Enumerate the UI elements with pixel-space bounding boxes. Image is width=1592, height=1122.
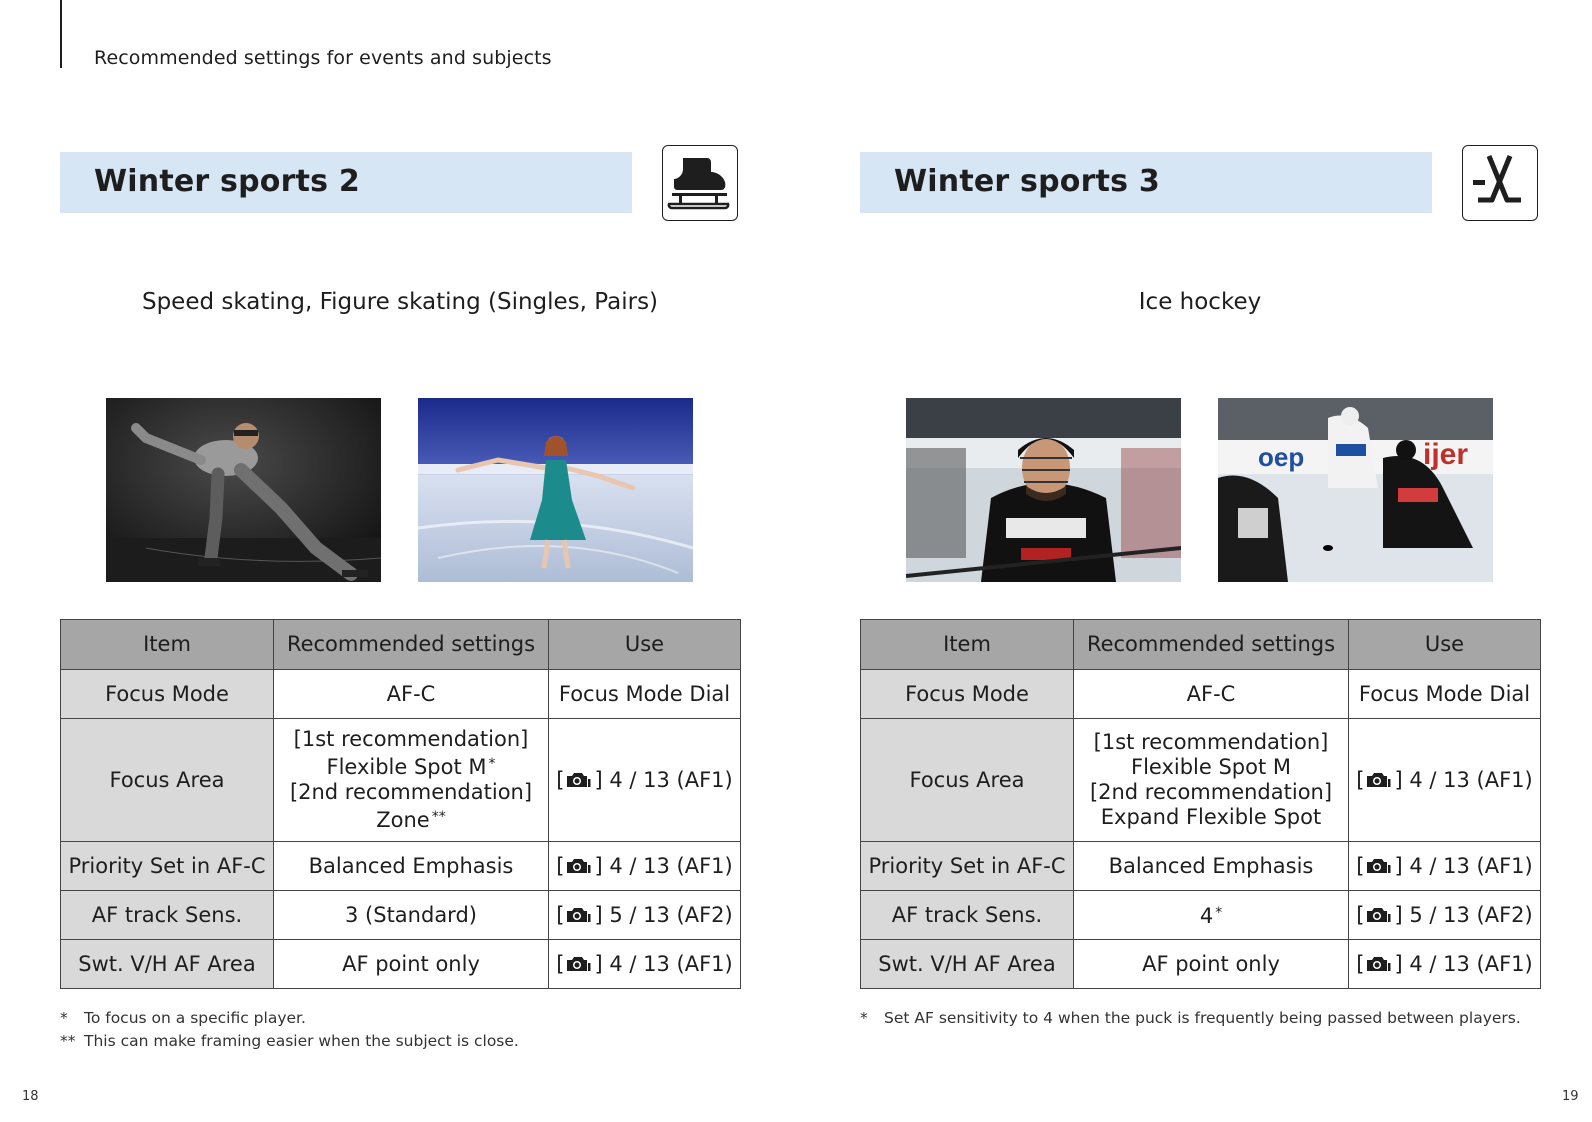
row-use: Focus Mode Dial	[1349, 670, 1541, 719]
camera-menu-icon	[1364, 954, 1394, 974]
row-use: [ ] 4 / 13 (AF1)	[1349, 719, 1541, 842]
table-row	[861, 719, 1541, 842]
table-row	[861, 940, 1541, 989]
section-title-bar	[60, 152, 632, 213]
row-use: [ ] 4 / 13 (AF1)	[1349, 842, 1541, 891]
table-row	[861, 842, 1541, 891]
row-use: Focus Mode Dial	[549, 670, 741, 719]
footnote: * Set AF sensitivity to 4 when the puck is frequently being passed between players.	[860, 1009, 1521, 1027]
setting-line: [1st recommendation]	[1093, 730, 1329, 754]
hockey-game-photo	[1218, 398, 1493, 582]
row-item: Focus Mode	[61, 670, 274, 719]
setting-line: Flexible Spot M *	[326, 755, 496, 779]
row-item: Priority Set in AF-C	[861, 842, 1074, 891]
table-row	[861, 670, 1541, 719]
table-header: Recommended settings	[1074, 620, 1349, 670]
section-title: Winter sports 2	[94, 164, 360, 199]
row-item: Focus Area	[861, 719, 1074, 842]
setting-line: Zone **	[376, 808, 446, 832]
table-header: Item	[861, 620, 1074, 670]
page-number: 18	[22, 1089, 39, 1104]
table-row	[61, 670, 741, 719]
row-setting: AF-C	[1074, 670, 1349, 719]
camera-menu-icon	[1364, 856, 1394, 876]
svg-text:oep: oep	[1258, 442, 1305, 472]
footnote-mark: *	[488, 756, 496, 772]
ice-skate-icon	[662, 145, 738, 221]
camera-menu-icon	[1364, 905, 1394, 925]
figure-skater-photo	[418, 398, 693, 582]
row-use: [ ] 5 / 13 (AF2)	[549, 891, 741, 940]
row-item: Focus Mode	[861, 670, 1074, 719]
table-header: Use	[549, 620, 741, 670]
footnote-mark: *	[1215, 905, 1223, 921]
footnotes	[60, 1007, 519, 1053]
row-setting	[274, 719, 549, 842]
hockey-player-photo	[906, 398, 1181, 582]
footnote: ** This can make framing easier when the subject is close.	[60, 1032, 519, 1050]
table-header-row	[61, 620, 741, 670]
row-setting: AF point only	[1074, 940, 1349, 989]
table-row	[61, 891, 741, 940]
footnote-mark: **	[431, 809, 446, 825]
page-winter-sports-2	[60, 0, 740, 1122]
row-setting: AF point only	[274, 940, 549, 989]
row-item: Priority Set in AF-C	[61, 842, 274, 891]
section-title: Winter sports 3	[894, 164, 1160, 199]
settings-table	[860, 619, 1541, 989]
row-use: [ ] 4 / 13 (AF1)	[549, 842, 741, 891]
row-setting: Balanced Emphasis	[1074, 842, 1349, 891]
hockey-sticks-icon	[1462, 145, 1538, 221]
section-subtitle: Speed skating, Figure skating (Singles, Pairs)	[141, 289, 659, 315]
row-item: Swt. V/H AF Area	[61, 940, 274, 989]
table-row	[61, 940, 741, 989]
setting-line: Flexible Spot M	[1130, 755, 1292, 779]
row-item: AF track Sens.	[61, 891, 274, 940]
row-setting	[1074, 719, 1349, 842]
footnote: * To focus on a specific player.	[60, 1009, 306, 1027]
setting-line: [2nd recommendation]	[289, 780, 533, 804]
page-number: 19	[1562, 1089, 1579, 1104]
table-row	[61, 719, 741, 842]
page-winter-sports-3	[860, 0, 1540, 1122]
header-title: Recommended settings for events and subjects	[94, 47, 552, 69]
row-setting: 4 *	[1074, 891, 1349, 940]
table-header: Use	[1349, 620, 1541, 670]
row-setting: Balanced Emphasis	[274, 842, 549, 891]
table-header: Recommended settings	[274, 620, 549, 670]
section-subtitle: Ice hockey	[1138, 289, 1262, 315]
camera-menu-icon	[564, 954, 594, 974]
table-row	[61, 842, 741, 891]
svg-text:ijer: ijer	[1423, 438, 1469, 471]
camera-menu-icon	[564, 856, 594, 876]
setting-line: [1st recommendation]	[293, 727, 529, 751]
table-header-row	[861, 620, 1541, 670]
settings-table	[60, 619, 741, 989]
row-setting: 3 (Standard)	[274, 891, 549, 940]
camera-menu-icon	[564, 905, 594, 925]
section-title-bar	[860, 152, 1432, 213]
row-item: Swt. V/H AF Area	[861, 940, 1074, 989]
camera-menu-icon	[1364, 770, 1394, 790]
speed-skater-photo	[106, 398, 381, 582]
camera-menu-icon	[564, 770, 594, 790]
row-use: [ ] 4 / 13 (AF1)	[1349, 940, 1541, 989]
footnotes	[860, 1007, 1521, 1030]
setting-line: Expand Flexible Spot	[1100, 805, 1322, 829]
row-item: Focus Area	[61, 719, 274, 842]
table-header: Item	[61, 620, 274, 670]
row-use: [ ] 4 / 13 (AF1)	[549, 940, 741, 989]
row-setting: AF-C	[274, 670, 549, 719]
row-use: [ ] 4 / 13 (AF1)	[549, 719, 741, 842]
table-row	[861, 891, 1541, 940]
setting-line: [2nd recommendation]	[1089, 780, 1333, 804]
row-use: [ ] 5 / 13 (AF2)	[1349, 891, 1541, 940]
row-item: AF track Sens.	[861, 891, 1074, 940]
